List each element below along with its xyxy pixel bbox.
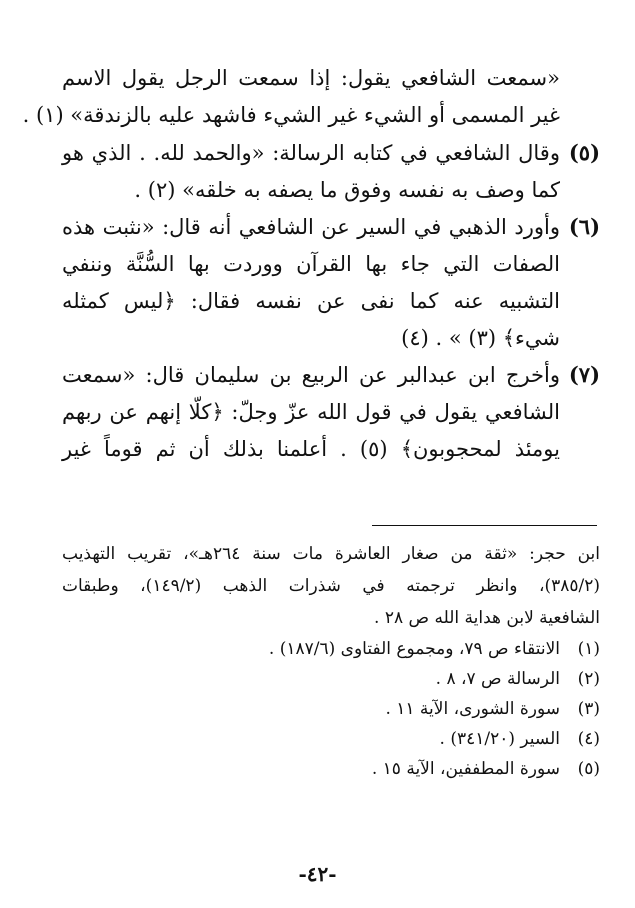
- intro-line: غير المسمى أو الشيء غير الشيء فاشهد عليه بالزندقة» (١) .: [22, 103, 560, 127]
- numbered-item-5: [62, 134, 600, 208]
- footnote-3: [62, 694, 600, 724]
- footnote-4: [62, 724, 600, 754]
- numbered-item-6: [62, 208, 600, 356]
- footnote-carry-line: ابن حجر: «ثقة من صغار العاشرة مات سنة ٢٦٤هـ»، تقريب التهذيب: [62, 544, 600, 564]
- footnote-text: الرسالة ص ٧، ٨ .: [435, 669, 560, 689]
- intro-line: «سمعت الشافعي يقول: إذا سمعت الرجل يقول الاسم: [62, 66, 560, 90]
- item-line: يومئذ لمحجوبون﴾ (٥) . أعلمنا بذلك أن ثم قوماً غير: [62, 436, 561, 461]
- item-line: شيء﴾ (٣) » . (٤): [401, 325, 560, 350]
- page-number: -٤٢-: [298, 862, 337, 886]
- item-line: وأورد الذهبي في السير عن الشافعي أنه قال: «نثبت هذه: [62, 214, 560, 239]
- item-line: وأخرج ابن عبدالبر عن الربيع بن سليمان قال: «سمعت: [62, 362, 560, 387]
- item-number: (٦): [568, 214, 600, 239]
- footnote-2: [62, 664, 600, 694]
- footnote-number: (٣): [577, 699, 600, 719]
- footnote-1: [62, 634, 600, 664]
- footnote-carry-line: الشافعية لابن هداية الله ص ٢٨ .: [374, 608, 600, 628]
- footnote-number: (٥): [577, 759, 600, 779]
- footnote-number: (٤): [577, 729, 600, 749]
- footnote-text: سورة الشورى، الآية ١١ .: [385, 699, 560, 719]
- footnote-text: سورة المطففين، الآية ١٥ .: [371, 759, 560, 779]
- item-line: الشافعي يقول في قول الله عزّ وجلّ: ﴿كلّا إنهم عن ربهم: [62, 399, 560, 424]
- footnotes: [62, 538, 600, 784]
- footnote-separator: [372, 525, 597, 526]
- footnote-text: الانتقاء ص ٧٩، ومجموع الفتاوى (١٨٧/٦) .: [268, 639, 560, 659]
- item-line: التشبيه عنه كما نفى عن نفسه فقال: ﴿ليس كمثله: [62, 288, 560, 313]
- main-text: [22, 60, 600, 467]
- footnote-number: (١): [577, 639, 600, 659]
- item-line: الصفات التي جاء بها القرآن ووردت بها السُّنَّة وننفي: [62, 251, 560, 276]
- item-number: (٧): [568, 362, 600, 387]
- numbered-item-7: [62, 356, 600, 467]
- footnote-number: (٢): [577, 669, 600, 689]
- item-line: وقال الشافعي في كتابه الرسالة: «والحمد لله. . الذي هو: [62, 140, 560, 165]
- footnote-text: السير (٣٤١/٢٠) .: [439, 729, 560, 749]
- footnote-carry-line: (٣٨٥/٢)، وانظر ترجمته في شذرات الذهب (١٤٩/٢)، وطبقات: [62, 576, 600, 596]
- item-line: كما وصف به نفسه وفوق ما يصفه به خلقه» (٢) .: [134, 177, 560, 202]
- item-number: (٥): [568, 140, 600, 165]
- footnote-5: [62, 754, 600, 784]
